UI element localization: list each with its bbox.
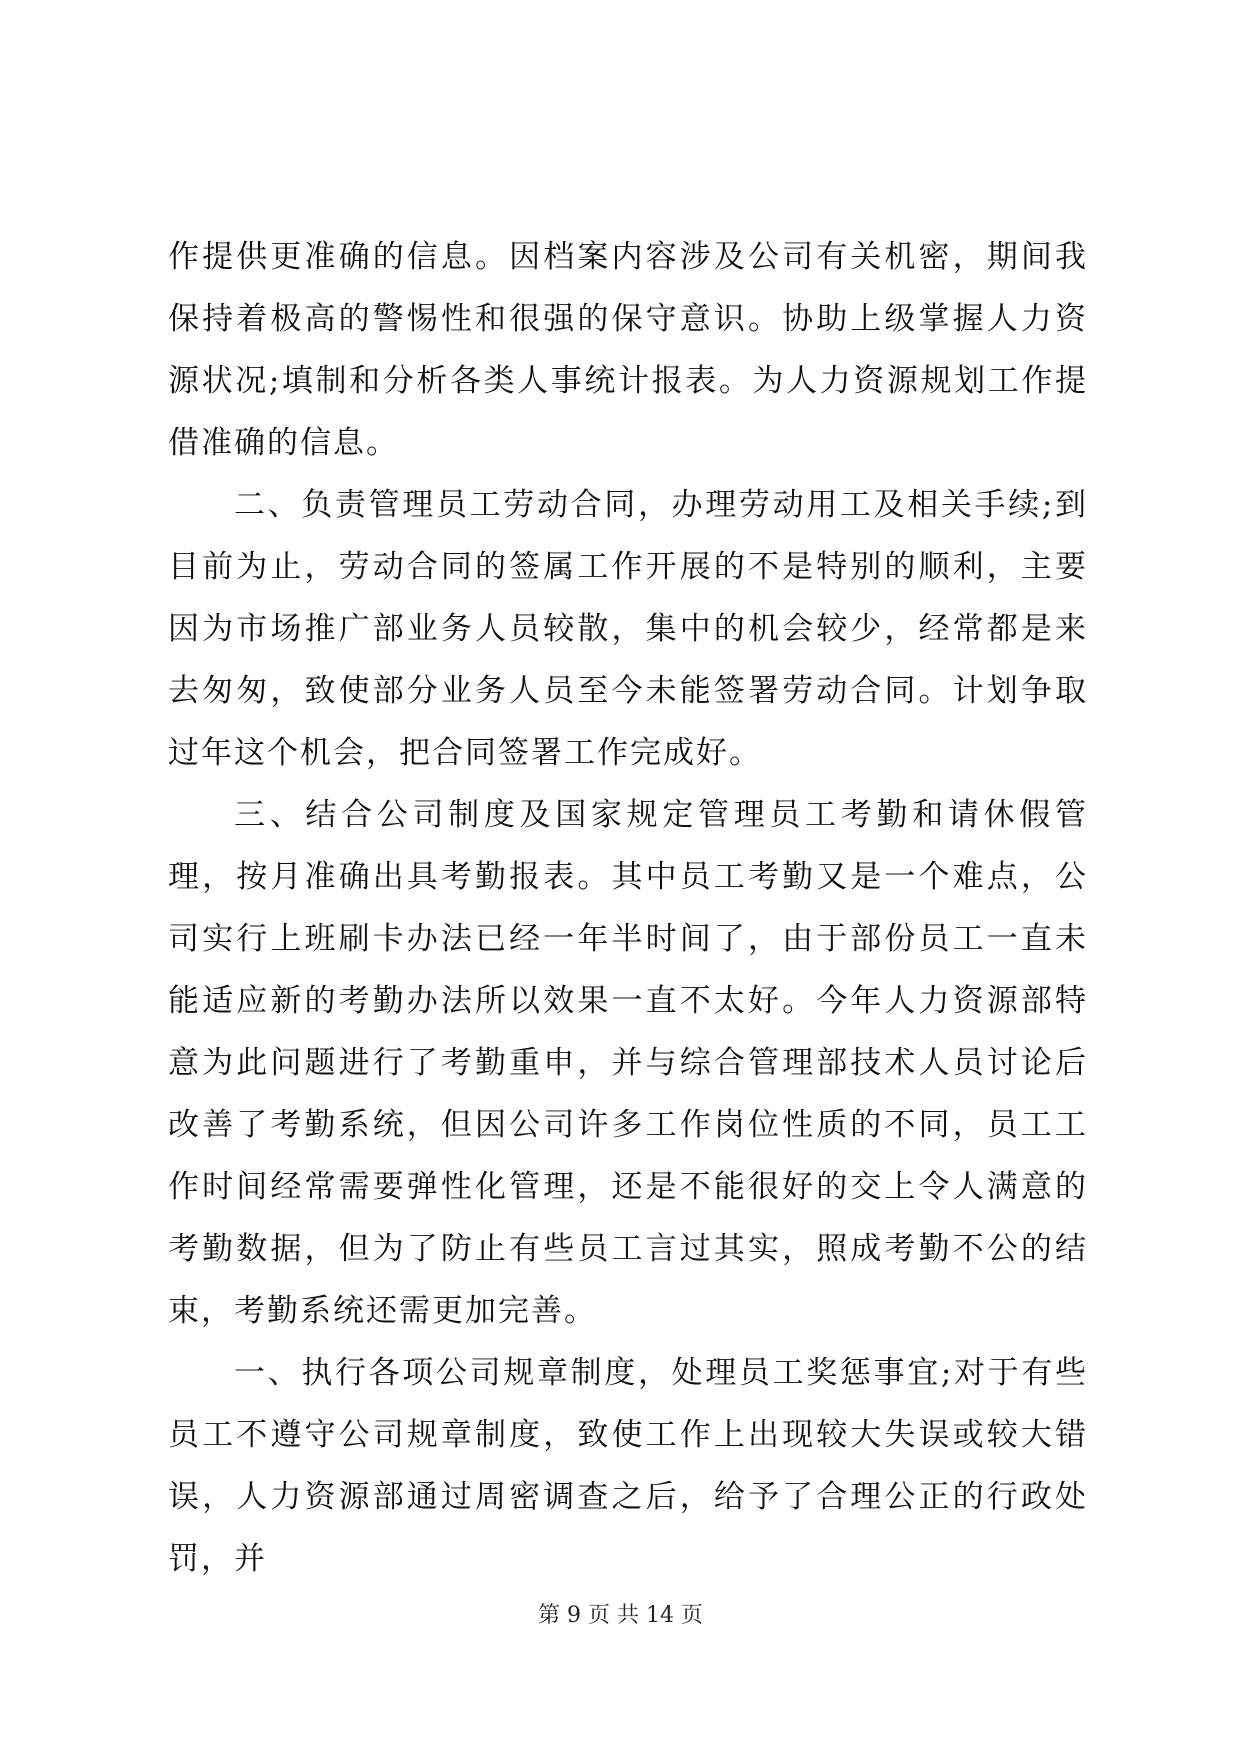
paragraph-1: 作提供更准确的信息。因档案内容涉及公司有关机密，期间我保持着极高的警惕性和很强的保守意识。协助上级掌握人力资源状况;填制和分析各类人事统计报表。为人力资源规划工作提借准确的信息。 (168, 239, 1088, 461)
page-number-footer: 第 9 页 共 14 页 (538, 1603, 703, 1628)
paragraph-3: 三、结合公司制度及国家规定管理员工考勤和请休假管理，按月准确出具考勤报表。其中员工考勤又是一个难点，公司实行上班刷卡办法已经一年半时间了，由于部份员工一直未能适应新的考勤办法所以效果一直不太好。今年人力资源部特意为此问题进行了考勤重申，并与综合管理部技术人员讨论后改善了考勤系统，但因公司许多工作岗位性质的不同，员工工作时间经常需要弹性化管理，还是不能很好的交上令人满意的考勤数据，但为了防止有些员工言过其实，照成考勤不公的结束，考勤系统还需更加完善。 (168, 797, 1088, 1329)
document-body (168, 226, 1088, 1590)
paragraph-2: 二、负责管理员工劳动合同，办理劳动用工及相关手续;到目前为止，劳动合同的签属工作开展的不是特别的顺利，主要因为市场推广部业务人员较散，集中的机会较少，经常都是来去匆匆，致使部分业务人员至今未能签署劳动合同。计划争取过年这个机会，把合同签署工作完成好。 (168, 487, 1088, 771)
paragraph-4: 一、执行各项公司规章制度，处理员工奖惩事宜;对于有些员工不遵守公司规章制度，致使工作上出现较大失误或较大错误，人力资源部通过周密调查之后，给予了合理公正的行政处罚，并 (168, 1355, 1088, 1577)
